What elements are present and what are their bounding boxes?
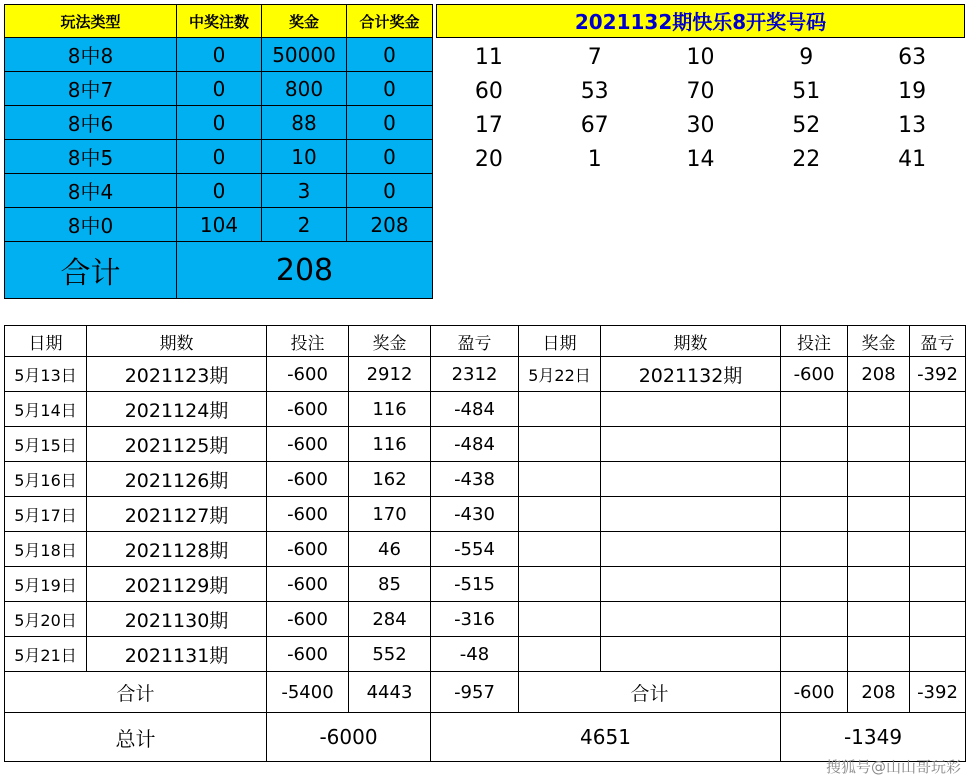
history-date-right: [519, 497, 601, 532]
history-issue-right: [601, 392, 781, 427]
history-date-right: 5月22日: [519, 357, 601, 392]
table-row: [5, 497, 966, 532]
history-prize: 46: [349, 532, 431, 567]
history-profit-right: [910, 532, 966, 567]
table-row: [5, 532, 966, 567]
history-issue: 2021129期: [87, 567, 267, 602]
history-bet: -600: [267, 497, 349, 532]
table-row: [5, 637, 966, 672]
history-bet-right: -600: [781, 357, 848, 392]
prize-row-type: 8中6: [5, 106, 177, 140]
history-issue-right: [601, 602, 781, 637]
history-date: 5月19日: [5, 567, 87, 602]
lottery-number: 14: [686, 146, 715, 172]
history-profit: -316: [431, 602, 519, 637]
table-row: [5, 72, 433, 106]
grand-total-profit: -1349: [781, 713, 966, 762]
lottery-number: 41: [898, 146, 927, 172]
history-prize: 284: [349, 602, 431, 637]
history-profit: -438: [431, 462, 519, 497]
prize-row-type: 8中7: [5, 72, 177, 106]
prize-row-type: 8中5: [5, 140, 177, 174]
history-issue-right: 2021132期: [601, 357, 781, 392]
grand-total-bet: -6000: [267, 713, 431, 762]
lottery-title: 2021132期快乐8开奖号码: [436, 4, 965, 38]
prize-row-prize: 10: [262, 140, 347, 174]
history-prize-right: [848, 462, 910, 497]
history-issue: 2021131期: [87, 637, 267, 672]
lottery-number: 19: [898, 78, 927, 104]
lottery-numbers-panel: [436, 4, 965, 176]
history-bet-right: [781, 567, 848, 602]
history-date-right: [519, 427, 601, 462]
history-profit: -515: [431, 567, 519, 602]
history-bet-right: [781, 637, 848, 672]
prize-total-value: 208: [177, 242, 433, 299]
history-issue-right: [601, 532, 781, 567]
prize-row-type: 8中4: [5, 174, 177, 208]
prize-table-header-row: [5, 5, 433, 38]
prize-row-prize: 2: [262, 208, 347, 242]
history-issue: 2021124期: [87, 392, 267, 427]
lottery-number-row: [436, 108, 965, 142]
history-bet: -600: [267, 392, 349, 427]
prize-row-type: 8中8: [5, 38, 177, 72]
history-issue-right: [601, 427, 781, 462]
lottery-number-row: [436, 40, 965, 74]
prize-row-total: 0: [347, 72, 433, 106]
history-header-bet-left: 投注: [267, 326, 349, 357]
history-header-date-left: 日期: [5, 326, 87, 357]
history-prize-right: [848, 392, 910, 427]
table-row: [5, 106, 433, 140]
history-profit: 2312: [431, 357, 519, 392]
history-header-row: [5, 326, 966, 357]
history-profit-right: [910, 462, 966, 497]
history-prize-right: [848, 497, 910, 532]
subtotal-label-right: 合计: [519, 672, 781, 713]
history-date: 5月17日: [5, 497, 87, 532]
lottery-number: 10: [686, 44, 715, 70]
history-header-profit-left: 盈亏: [431, 326, 519, 357]
table-row: [5, 392, 966, 427]
prize-header-type: 玩法类型: [5, 5, 177, 38]
history-issue: 2021130期: [87, 602, 267, 637]
lottery-number: 53: [580, 78, 609, 104]
prize-row-count: 0: [177, 140, 262, 174]
prize-row-count: 0: [177, 106, 262, 140]
subtotal-label-left: 合计: [5, 672, 267, 713]
history-bet-right: [781, 427, 848, 462]
grand-total-prize: 4651: [431, 713, 781, 762]
history-issue-right: [601, 497, 781, 532]
prize-row-total: 0: [347, 106, 433, 140]
history-prize: 116: [349, 392, 431, 427]
lottery-number: 7: [587, 44, 602, 70]
history-bet: -600: [267, 567, 349, 602]
history-profit: -554: [431, 532, 519, 567]
history-date-right: [519, 532, 601, 567]
lottery-number-row: [436, 142, 965, 176]
history-date-right: [519, 637, 601, 672]
history-header-prize-right: 奖金: [848, 326, 910, 357]
history-profit-right: [910, 497, 966, 532]
history-header-profit-right: 盈亏: [910, 326, 966, 357]
table-row: [5, 38, 433, 72]
history-date: 5月13日: [5, 357, 87, 392]
history-bet-right: [781, 392, 848, 427]
history-bet-right: [781, 462, 848, 497]
table-row: [5, 208, 433, 242]
lottery-number: 11: [474, 44, 503, 70]
history-prize: 162: [349, 462, 431, 497]
history-issue: 2021128期: [87, 532, 267, 567]
history-bet: -600: [267, 357, 349, 392]
lottery-number: 30: [686, 112, 715, 138]
subtotal-profit-left: -957: [431, 672, 519, 713]
prize-row-prize: 50000: [262, 38, 347, 72]
prize-row-prize: 3: [262, 174, 347, 208]
prize-row-total: 0: [347, 174, 433, 208]
history-bet-right: [781, 497, 848, 532]
prize-row-total: 0: [347, 38, 433, 72]
history-issue: 2021126期: [87, 462, 267, 497]
history-prize: 2912: [349, 357, 431, 392]
history-date: 5月15日: [5, 427, 87, 462]
prize-row-type: 8中0: [5, 208, 177, 242]
prize-row-total: 208: [347, 208, 433, 242]
table-row: [5, 357, 966, 392]
lottery-number: 22: [792, 146, 821, 172]
table-row: [5, 462, 966, 497]
history-profit: -484: [431, 392, 519, 427]
history-profit: -430: [431, 497, 519, 532]
history-profit-right: [910, 392, 966, 427]
prize-row-prize: 88: [262, 106, 347, 140]
history-prize: 116: [349, 427, 431, 462]
history-date-right: [519, 392, 601, 427]
lottery-number: 52: [792, 112, 821, 138]
history-prize: 552: [349, 637, 431, 672]
history-prize: 85: [349, 567, 431, 602]
history-issue: 2021127期: [87, 497, 267, 532]
history-date-right: [519, 462, 601, 497]
history-prize-right: [848, 602, 910, 637]
prize-row-count: 0: [177, 38, 262, 72]
history-issue-right: [601, 637, 781, 672]
subtotal-profit-right: -392: [910, 672, 966, 713]
lottery-number-grid: [436, 40, 965, 176]
history-subtotal-row: [5, 672, 966, 713]
lottery-number: 63: [898, 44, 927, 70]
history-prize-right: 208: [848, 357, 910, 392]
history-table: [4, 325, 966, 762]
lottery-number: 51: [792, 78, 821, 104]
table-row: [5, 427, 966, 462]
history-date-right: [519, 602, 601, 637]
history-prize: 170: [349, 497, 431, 532]
history-date: 5月14日: [5, 392, 87, 427]
watermark: [826, 756, 961, 777]
lottery-number: 60: [474, 78, 503, 104]
history-profit-right: -392: [910, 357, 966, 392]
watermark-text: 搜狐号@山山哥玩彩: [825, 758, 961, 776]
history-prize-right: [848, 532, 910, 567]
history-header-date-right: 日期: [519, 326, 601, 357]
prize-table-total-row: [5, 242, 433, 299]
lottery-number: 17: [474, 112, 503, 138]
table-row: [5, 140, 433, 174]
subtotal-bet-left: -5400: [267, 672, 349, 713]
history-bet-right: [781, 532, 848, 567]
subtotal-prize-right: 208: [848, 672, 910, 713]
history-date: 5月21日: [5, 637, 87, 672]
history-profit-right: [910, 602, 966, 637]
history-prize-right: [848, 637, 910, 672]
lottery-number-row: [436, 74, 965, 108]
lottery-number: 20: [474, 146, 503, 172]
history-bet: -600: [267, 637, 349, 672]
lottery-number: 1: [587, 146, 602, 172]
lottery-number: 9: [799, 44, 814, 70]
history-date: 5月16日: [5, 462, 87, 497]
history-header-issue-left: 期数: [87, 326, 267, 357]
history-profit-right: [910, 637, 966, 672]
history-profit: -48: [431, 637, 519, 672]
lottery-number: 13: [898, 112, 927, 138]
history-issue: 2021123期: [87, 357, 267, 392]
history-date: 5月18日: [5, 532, 87, 567]
history-date-right: [519, 567, 601, 602]
prize-row-count: 104: [177, 208, 262, 242]
prize-row-count: 0: [177, 72, 262, 106]
history-bet: -600: [267, 602, 349, 637]
lottery-number: 70: [686, 78, 715, 104]
history-prize-right: [848, 427, 910, 462]
history-issue: 2021125期: [87, 427, 267, 462]
history-header-prize-left: 奖金: [349, 326, 431, 357]
history-bet-right: [781, 602, 848, 637]
subtotal-bet-right: -600: [781, 672, 848, 713]
prize-header-count: 中奖注数: [177, 5, 262, 38]
history-header-issue-right: 期数: [601, 326, 781, 357]
prize-row-total: 0: [347, 140, 433, 174]
history-profit-right: [910, 427, 966, 462]
prize-header-prize: 奖金: [262, 5, 347, 38]
table-row: [5, 602, 966, 637]
subtotal-prize-left: 4443: [349, 672, 431, 713]
lottery-number: 67: [580, 112, 609, 138]
history-profit-right: [910, 567, 966, 602]
prize-table: [4, 4, 433, 299]
history-bet: -600: [267, 532, 349, 567]
history-issue-right: [601, 567, 781, 602]
grand-total-label: 总计: [5, 713, 267, 762]
prize-row-prize: 800: [262, 72, 347, 106]
history-issue-right: [601, 462, 781, 497]
history-bet: -600: [267, 427, 349, 462]
table-row: [5, 567, 966, 602]
table-row: [5, 174, 433, 208]
history-profit: -484: [431, 427, 519, 462]
prize-row-count: 0: [177, 174, 262, 208]
prize-total-label: 合计: [5, 242, 177, 299]
history-date: 5月20日: [5, 602, 87, 637]
history-prize-right: [848, 567, 910, 602]
history-grand-total-row: [5, 713, 966, 762]
history-header-bet-right: 投注: [781, 326, 848, 357]
history-bet: -600: [267, 462, 349, 497]
prize-header-total: 合计奖金: [347, 5, 433, 38]
